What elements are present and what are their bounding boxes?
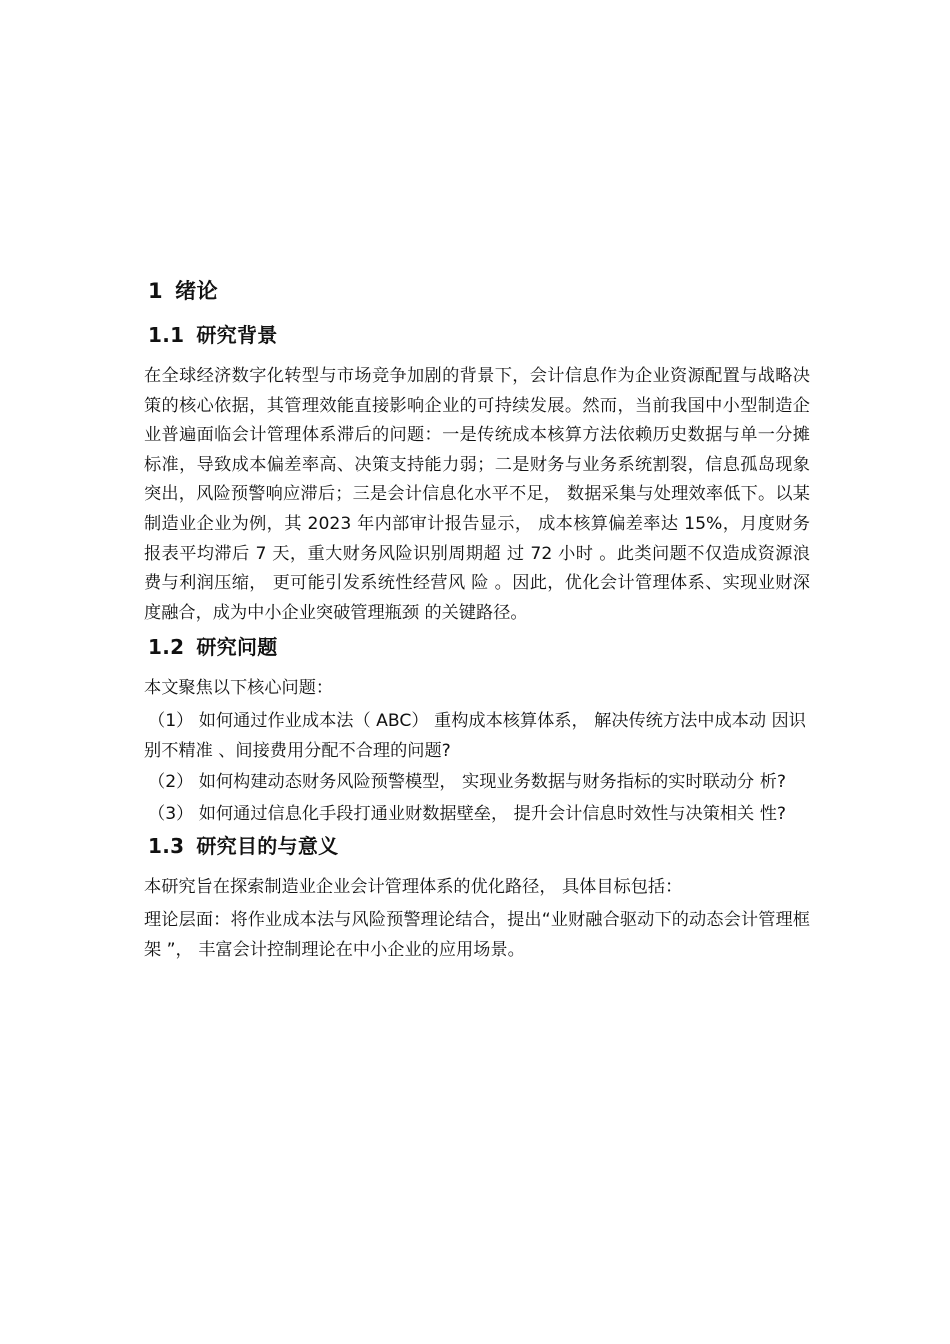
section-number: 1.1 [148,323,185,347]
chapter-number: 1 [148,279,164,303]
section-number: 1.2 [148,635,185,660]
question-item: （2） 如何构建动态财务风险预警模型， 实现业务数据与财务指标的实时联动分 析? [148,772,787,793]
purpose-theory-paragraph: 理论层面：将作业成本法与风险预警理论结合，提出“业财融合驱动下的动态会计管理框架 ”， 丰富会计控制理论在中小企业的应用场景。 [144,909,810,960]
page-content [144,276,810,965]
section-heading-questions [148,632,810,662]
section-title: 研究问题 [196,635,278,660]
chapter-heading [148,276,810,306]
question-item: （1） 如何通过作业成本法（ ABC） 重构成本核算体系， 解决传统方法中成本动 因识别不精准 、间接费用分配不合理的问题? [144,710,806,761]
question-item: （3） 如何通过信息化手段打通业财数据壁垒， 提升会计信息时效性与决策相关 性? [148,803,787,824]
chapter-title: 绪论 [175,279,219,303]
section-heading-purpose [148,831,810,861]
section-heading-background [148,320,810,350]
section-number: 1.3 [148,834,185,859]
purpose-intro: 本研究旨在探索制造业企业会计管理体系的优化路径， 具体目标包括： [144,877,683,898]
section-title: 研究背景 [196,323,278,347]
background-paragraph: 在全球经济数字化转型与市场竞争加剧的背景下，会计信息作为企业资源配置与战略决策的核心依据，其管理效能直接影响企业的可持续发展。然而，当前我国中小型制造企业普遍面临会计管理体系滞后的问题：一是传统成本核算方法依赖历史数据与单一分摊标准，导致成本偏差率高、决策支持能力弱；二是财务与业务系统割裂，信息孤岛现象突出，风险预警响应滞后；三是会计信息化水平不足， 数据采集与处理效率低下。以某制造业企业为例，其 2023 年内部审计报告显示， 成本核算偏差率达 15%，月度财务报表平均滞后 7 天，重大财务风险识别周期超 过 72 小时 。此类问题不仅造成资源浪费与利润压缩， 更可能引发系统性经营风 险 。因此，优化会计管理体系、实现业财深度融合，成为中小企业突破管理瓶颈 的关键路径。 [144,366,810,623]
questions-intro: 本文聚焦以下核心问题： [144,678,334,699]
section-title: 研究目的与意义 [196,834,339,859]
